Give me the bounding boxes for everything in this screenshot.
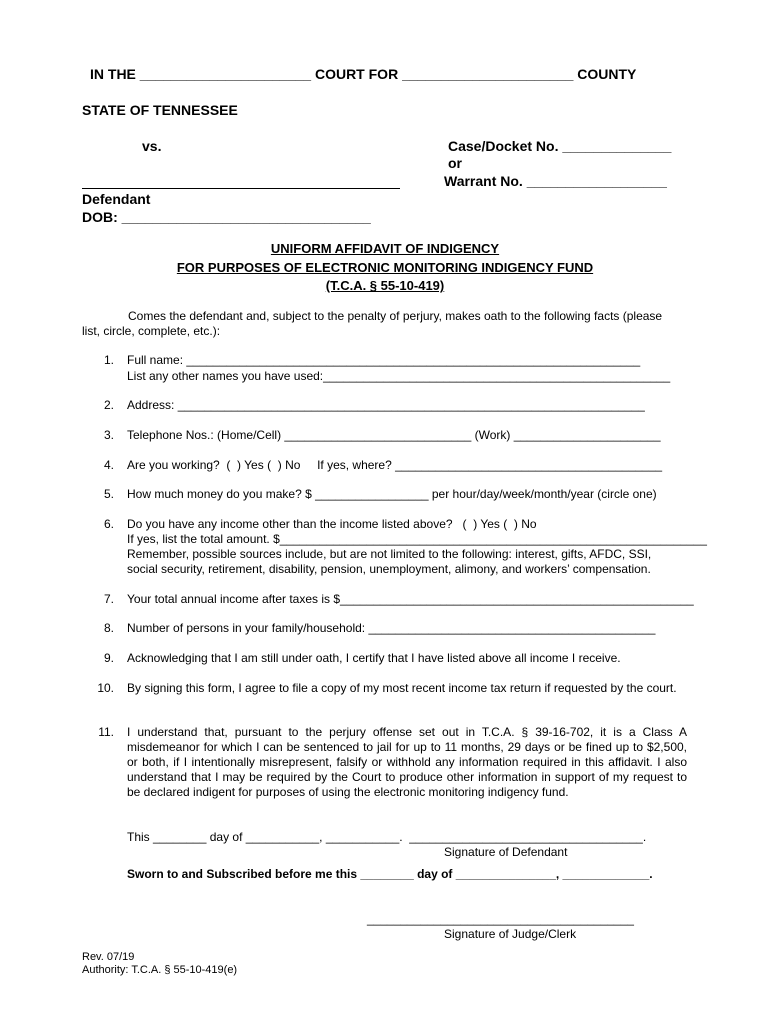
- title-line-1: UNIFORM AFFIDAVIT OF INDIGENCY: [270, 241, 500, 256]
- other-income-question: Do you have any income other than the income listed above? ( ) Yes ( ) No: [127, 517, 537, 531]
- telephone-field: Telephone Nos.: (Home/Cell) ____________________________ (Work) ______________________: [127, 428, 661, 442]
- item-3-number: 3.: [103, 428, 114, 442]
- tax-return-agreement: By signing this form, I agree to file a copy of my most recent income tax return if requested by the court.: [127, 681, 677, 695]
- income-certification: Acknowledging that I am still under oath, I certify that I have listed above all income I receive.: [127, 651, 621, 665]
- court-line: IN THE ______________________ COURT FOR ______________________ COUNTY: [90, 66, 637, 82]
- other-names-field: List any other names you have used:____________________________________________________: [127, 369, 671, 383]
- intro-line-2: list, circle, complete, etc.):: [82, 324, 221, 338]
- item-7-number: 7.: [103, 592, 114, 606]
- defendant-label: Defendant: [82, 191, 151, 207]
- item-11-number: 11.: [98, 725, 114, 739]
- perjury-acknowledgement: I understand that, pursuant to the perjury offense set out in T.C.A. § 39-16-702, it is a Class A misdemeanor for which I can be sentenced to jail for up to 11 months, 29 days or be fined up to $2,500, or both, if I intentionally misrepresent, falsify or withhold any information required in this affidavit. I also understand that I may be required by the Court to produce other information in support of my request to be declared indigent for purposes of using the electronic monitoring indigency fund.: [127, 725, 687, 799]
- state-heading: STATE OF TENNESSEE: [82, 102, 238, 118]
- annual-income-field: Your total annual income after taxes is $_____________________________________________________: [127, 592, 694, 606]
- case-docket-field: Case/Docket No. ______________: [448, 138, 672, 154]
- title-line-2: FOR PURPOSES OF ELECTRONIC MONITORING INDIGENCY FUND: [176, 260, 594, 275]
- item-4-number: 4.: [103, 458, 114, 472]
- item-6-number: 6.: [103, 517, 114, 531]
- full-name-field: Full name: ____________________________________________________________________: [127, 353, 641, 367]
- household-size-field: Number of persons in your family/household: ___________________________________________: [127, 621, 656, 635]
- or-label: or: [448, 155, 462, 171]
- other-income-amount-field: If yes, list the total amount. $________________________________________________________________: [127, 532, 707, 546]
- sworn-subscribed-line: Sworn to and Subscribed before me this ________ day of _______________, _____________.: [127, 867, 653, 881]
- defendant-signature-label: Signature of Defendant: [444, 845, 568, 859]
- date-and-defendant-signature-line: This ________ day of ___________, ___________. ___________________________________.: [127, 830, 647, 844]
- address-field: Address: ______________________________________________________________________: [127, 398, 645, 412]
- working-question: Are you working? ( ) Yes ( ) No If yes, where? ________________________________________: [127, 458, 663, 472]
- item-1-number: 1.: [103, 353, 114, 367]
- warrant-field: Warrant No. __________________: [444, 173, 667, 189]
- item-9-number: 9.: [103, 651, 114, 665]
- item-8-number: 8.: [103, 621, 114, 635]
- versus-label: vs.: [142, 138, 162, 154]
- dob-field: DOB: ________________________________: [82, 209, 371, 225]
- item-10-number: 10.: [97, 681, 114, 695]
- title-line-3: (T.C.A. § 55-10-419): [325, 278, 445, 293]
- item-2-number: 2.: [103, 398, 114, 412]
- judge-signature-label: Signature of Judge/Clerk: [444, 927, 577, 941]
- income-sources-note-1: Remember, possible sources include, but are not limited to the following: interest, gifts, AFDC, SSI,: [127, 547, 652, 561]
- judge-signature-line: ________________________________________: [367, 912, 634, 926]
- revision-date: Rev. 07/19: [82, 951, 135, 963]
- income-rate-field: How much money do you make? $ _________________ per hour/day/week/month/year (circle one): [127, 487, 657, 501]
- defendant-name-line: [82, 188, 400, 189]
- authority-citation: Authority: T.C.A. § 55-10-419(e): [82, 964, 238, 976]
- income-sources-note-2: social security, retirement, disability, pension, unemployment, alimony, and workers’ compensation.: [127, 562, 651, 576]
- intro-line-1: Comes the defendant and, subject to the penalty of perjury, makes oath to the following facts (please: [128, 309, 663, 323]
- item-5-number: 5.: [103, 487, 114, 501]
